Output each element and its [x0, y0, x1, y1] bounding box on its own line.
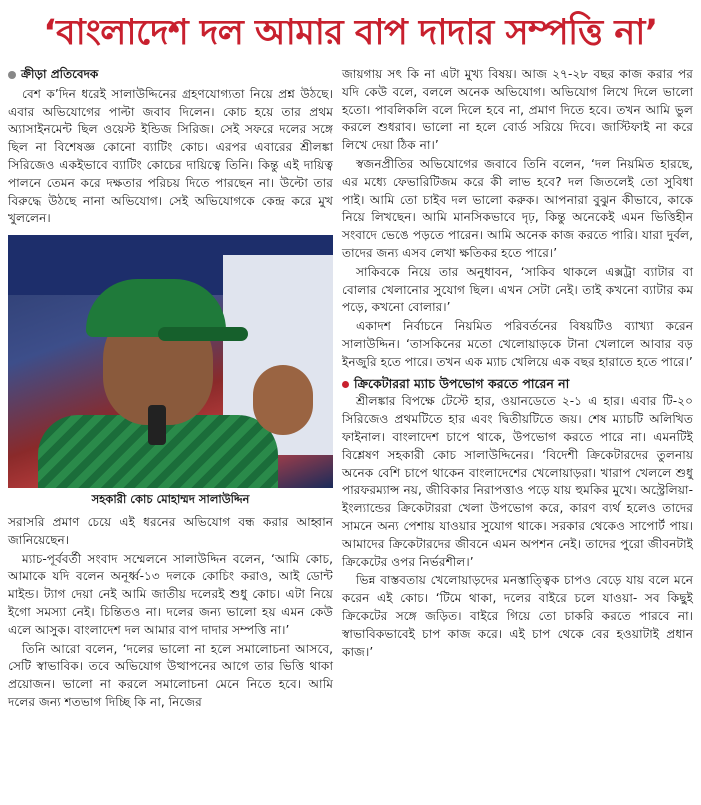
paragraph: ম্যাচ-পূর্ববর্তী সংবাদ সম্মেলনে সালাউদ্দিন বলেন, ‘আমি কোচ, আমাকে যদি বলেন অনূর্ধ্ব-১৩ দলকে কোচিং করাও, আই ডোন্ট মাইন্ড। ট্যাগ দেয়া নেই আমি জাতীয় দলেরই শুধু কোচ। এটা নিয়ে ইগো সমস্যা নেই। চিন্তিতও না। দলের জন্য ভালো হয় এমন কেউ এলে আসুক। বাংলাদেশ দল আমার বাপ দাদার সম্পত্তি না।’: [8, 551, 333, 637]
paragraph: একাদশ নির্বাচনে নিয়মিত পরিবর্তনের বিষয়টিও ব্যাখ্যা করেন সালাউদ্দিন। ‘তাসকিনের মতো খেলোয়াড়কে টানা খেলালে আবার বড় ইনজুরি হতে পারে। তখন এক ম্যাচ খেলিয়ে এক বছর হারাতে হতে পারে।’: [342, 319, 693, 369]
subheading: [342, 375, 693, 393]
left-column: [8, 66, 333, 713]
right-column: [342, 66, 693, 662]
paragraph: জায়গায় সৎ কি না এটা মুখ্য বিষয়। আজ ২৭-২৮ বছর কাজ করার পর যদি কেউ বলে, বললে অনেক অভিযোগ। অভিযোগ লিখে দিলে ভালো হতো। পাবলিকলি বলে দিলে হবে না, প্রমাণ দিতে হবে। তখন আমি ভুল করলে শুধরাব। ভালো না হলে বোর্ড সরিয়ে দিবে। জাস্টিফাই না করে লিখে দেয়া ঠিক না।’: [342, 67, 693, 153]
paragraph: স্বজনপ্রীতির অভিযোগের জবাবে তিনি বলেন, ‘দল নিয়মিত হারছে, এর মধ্যে ফেভারিটিজম করে কী লাভ হবে? দল জিতলেই তো সুবিধা পাই। আমি তো চাইব দল ভালো করুক। আপনারা বুঝুন কীভাবে, কাকে নিয়ে লিখছেন। আমি মানসিকভাবে দৃঢ়, কিন্তু অনেকেই এমন ভিত্তিহীন সংবাদে ভেঙে পড়তে পারেন। আমি অনেক কাজ করতে পারি। যারা দুর্বল, তাদের জন্য এসব লেখা ক্ষতিকর হতে পারে।’: [342, 156, 693, 260]
coach-photo: [8, 235, 333, 488]
photo-caption: সহকারী কোচ মোহাম্মদ সালাউদ্দিন: [91, 492, 250, 507]
headline: ‘বাংলাদেশ দল আমার বাপ দাদার সম্পত্তি না’: [43, 13, 658, 53]
byline: [8, 66, 333, 84]
bullet-icon: [8, 71, 16, 79]
paragraph: সরাসরি প্রমাণ চেয়ে এই ধরনের অভিযোগ বন্ধ করার আহ্বান জানিয়েছেন।: [8, 514, 333, 547]
paragraph: শ্রীলঙ্কার বিপক্ষে টেস্টে হার, ওয়ানডেতে ২-১ এ হার। এবার টি-২০ সিরিজেও প্রথমটিতে হার এবং দ্বিতীয়টিতে জয়। শেষ ম্যাচটি অলিখিত ফাইনাল। বাংলাদেশ চাপে থাকে, উপভোগ করতে পারে না। এমনটিই বিশ্লেষণ সহকারী কোচ সালাউদ্দিনের। ‘বিদেশী ক্রিকেটারদের তুলনায় অনেক বেশি চাপে থাকেন বাংলাদেশের খেলোয়াড়রা। খারাপ খেললে শুধু পারফরম্যান্স নয়, জীবিকার নিরাপত্তাও পড়ে যায় হুমকির মুখে। অস্ট্রেলিয়া-ইংল্যান্ডের ক্রিকেটাররা খেলা উপভোগ করে, কারণ ব্যর্থ হলেও তাদের সামনে অন্য পেশায় যাওয়ার সুযোগ থাকে। সরকার থেকেও সাপোর্ট পায়। আমাদের ক্রিকেটারদের জীবনে এমন অপশন নেই। তাদের পুরো জীবনটাই ক্রিকেটের ওপর নির্ভরশীল।’: [342, 394, 693, 569]
paragraph: সাকিবকে নিয়ে তার অনুধাবন, ‘সাকিব থাকলে এক্সট্রা ব্যাটার বা বোলার খেলানোর সুযোগ ছিল। এখন সেটা নেই। তাই কখনো ব্যাটার কম পড়ে, কখনো বোলার।’: [342, 264, 693, 315]
paragraph: বেশ ক’দিন ধরেই সালাউদ্দিনের গ্রহণযোগ্যতা নিয়ে প্রশ্ন উঠছে। এবার অভিযোগের পাল্টা জবাব দিলেন। কোচ হয়ে তার প্রথম অ্যাসাইনমেন্ট ছিল ওয়েস্ট ইন্ডিজ সিরিজ। সেই সফরে দলের সঙ্গে ছিল না বিশেষজ্ঞ কোনো ব্যাটিং কোচ। এরপর এবারের শ্রীলঙ্কা সিরিজেও একইভাবে ব্যাটিং কোচের দায়িত্বে তিনি। কিন্তু এই দায়িত্ব পালনে তেমন করে দক্ষতার পরিচয় দিতে পারছেন না। উল্টো তার বিরুদ্ধে উঠছে নানা অভিযোগ। সেই অভিযোগকে কেন্দ্র করে মুখ খুললেন।: [8, 86, 333, 226]
bullet-icon: [342, 381, 349, 388]
paragraph: তিনি আরো বলেন, ‘দলের ভালো না হলে সমালোচনা আসবে, সেটি স্বাভাবিক। তবে অভিযোগ উত্থাপনের আগে তার ভিত্তি থাকা প্রয়োজন। ভালো না করলে সমালোচনা মেনে নিতে হবে। আমি দলের জন্য শতভাগ দিচ্ছি কি না, নিজের: [8, 641, 333, 709]
byline-text: ক্রীড়া প্রতিবেদক: [21, 67, 99, 81]
subheading-text: ক্রিকেটাররা ম্যাচ উপভোগ করতে পারেন না: [354, 375, 570, 391]
paragraph: ভিন্ন বাস্তবতায় খেলোয়াড়দের মনস্তাত্ত্বিক চাপও বেড়ে যায় বলে মনে করেন এই কোচ। ‘টিমে থাকা, দলের বাইরে চলে যাওয়া- সব কিছুই ক্রিকেটের সঙ্গে জড়িত। বাইরে গিয়ে তো চাকরি করতে পারবে না। স্বাভাবিকভাবেই চাপ কাজ করে। এই চাপ থেকে বের হওয়াটাই প্রধান কাজ।’: [342, 573, 693, 659]
